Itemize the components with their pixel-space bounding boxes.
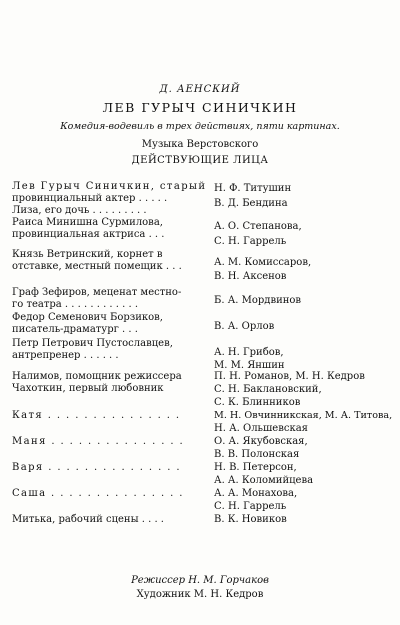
cast-role-line: провинциальная актриса . . . (12, 229, 165, 240)
cast-role-line: Раиса Минишна Сурмилова, (12, 217, 163, 228)
cast-actor: О. А. Якубовская, (214, 436, 308, 447)
cast-role-line: Варя . . . . . . . . . . . . . . . (12, 462, 181, 473)
director-credit: Режиссер Н. М. Горчаков (131, 575, 269, 586)
cast-actor: С. Н. Баклановский, (214, 384, 322, 395)
cast-actor: М. Н. Овчинникская, М. А. Титова, (214, 410, 393, 421)
cast-actor: Н. Ф. Титушин (214, 183, 292, 194)
cast-role-line: Маня . . . . . . . . . . . . . . . (12, 436, 185, 447)
cast-role-line: Петр Петрович Пустославцев, антрепренер . . . . . . (12, 338, 173, 361)
author-name: Д. АЕНСКИЙ (159, 84, 241, 95)
cast-actor: С. Н. Гаррель (214, 501, 287, 512)
cast-role-line: Князь Ветринский, корнет в (12, 249, 163, 260)
cast-role-line: Налимов, помощник режиссера (12, 371, 182, 382)
cast-actor: А. М. Комиссаров, (214, 257, 312, 268)
designer-credit: Художник М. Н. Кедров (136, 589, 264, 600)
play-subtitle: Комедия-водевиль в трех действиях, пяти картинах. (60, 121, 340, 132)
cast-actor: П. Н. Романов, М. Н. Кедров (214, 371, 365, 382)
role-name: Лев Гурыч Синичкин, старый (12, 181, 207, 192)
cast-role-line (12, 181, 206, 193)
cast-actor: Б. А. Мордвинов (214, 295, 302, 306)
cast-actor: А. Н. Грибов, (214, 347, 284, 358)
cast-role-line: Граф Зефиров, меценат местно- (12, 287, 182, 298)
cast-role-line: Митька, рабочий сцены . . . . (12, 514, 164, 525)
cast-actor: А. А. Коломийцева (214, 475, 314, 486)
cast-heading: ДЕЙСТВУЮЩИЕ ЛИЦА (131, 155, 269, 166)
play-title: ЛЕВ ГУРЫЧ СИНИЧКИН (102, 100, 298, 115)
cast-role-line: го театра . . . . . . . . . . . . (12, 299, 139, 310)
cast-role-line: Катя . . . . . . . . . . . . . . . (12, 410, 181, 421)
cast-actor: Н. А. Ольшевская (214, 423, 308, 434)
cast-role-line: Саша . . . . . . . . . . . . . . . (12, 488, 184, 499)
cast-actor: С. К. Блинников (214, 397, 301, 408)
cast-actor: В. В. Полонская (214, 449, 300, 460)
cast-actor: М. М. Яншин (214, 360, 285, 371)
cast-actor: В. А. Орлов (214, 321, 275, 332)
music-credit: Музыка Верстовского (141, 139, 259, 150)
cast-actor: А. О. Степанова, (214, 221, 302, 232)
cast-role-line: отставке, местный помещик . . . (12, 261, 182, 272)
cast-role-line: Федор Семенович Борзиков, писатель-драматург . . . (12, 312, 163, 335)
cast-role-line: Лиза, его дочь . . . . . . . . . (12, 205, 147, 216)
cast-role-line: провинциальный актер . . . . . (12, 193, 168, 204)
cast-actor: В. Д. Бендина (214, 198, 288, 209)
cast-actor: А. А. Монахова, (214, 488, 298, 499)
cast-role-line: Чахоткин, первый любовник (12, 383, 164, 394)
cast-actor: В. К. Новиков (214, 514, 287, 525)
cast-actor: В. Н. Аксенов (214, 271, 287, 282)
cast-actor: С. Н. Гаррель (214, 236, 287, 247)
cast-actor: Н. В. Петерсон, (214, 462, 297, 473)
